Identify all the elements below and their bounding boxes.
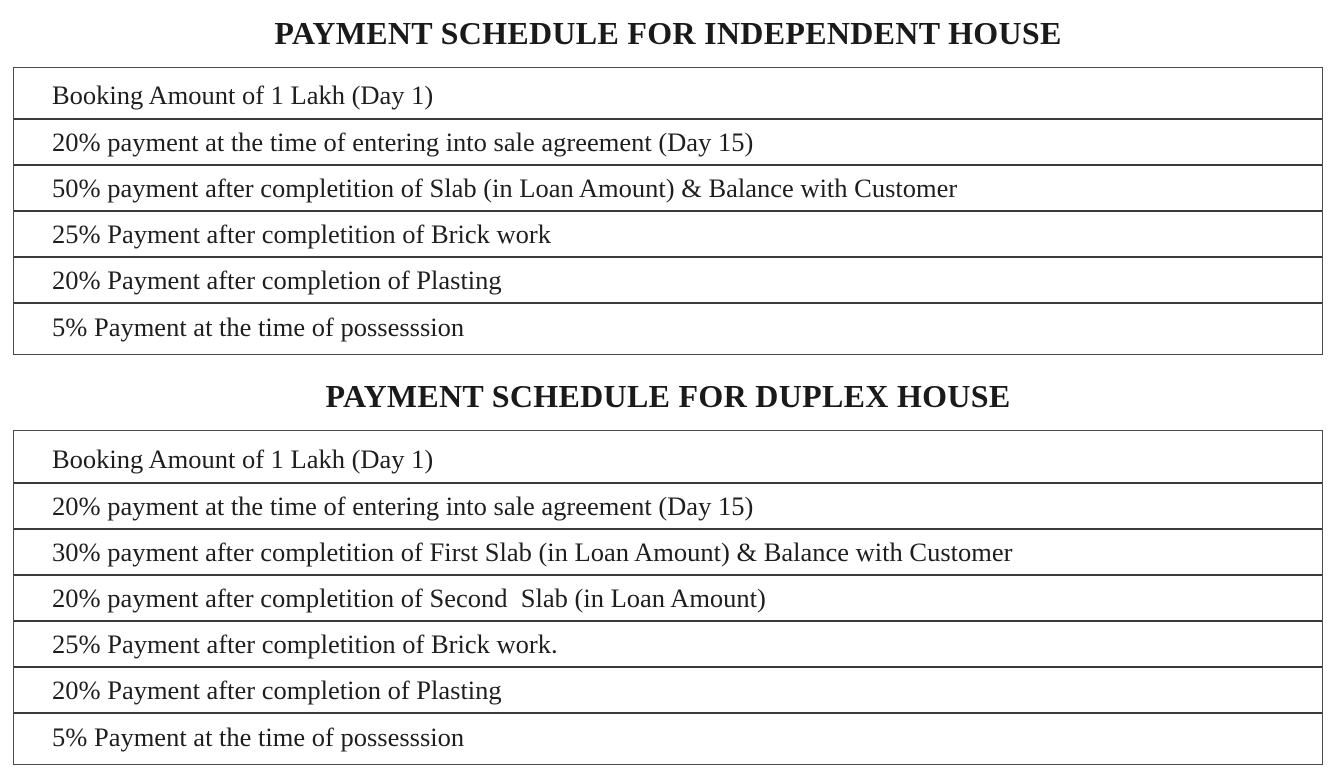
table-row: 20% Payment after completion of Plasting: [14, 668, 1322, 714]
table-row: 20% payment at the time of entering into sale agreement (Day 15): [14, 120, 1322, 166]
table-row: 20% payment after completition of Second Slab (in Loan Amount): [14, 576, 1322, 622]
duplex-house-schedule-title: PAYMENT SCHEDULE FOR DUPLEX HOUSE: [325, 378, 1011, 414]
table-row: 30% payment after completition of First Slab (in Loan Amount) & Balance with Customer: [14, 530, 1322, 576]
independent-house-schedule-title: PAYMENT SCHEDULE FOR INDEPENDENT HOUSE: [274, 15, 1062, 51]
duplex-house-schedule-table: [13, 430, 1323, 765]
independent-house-schedule-table: [13, 67, 1323, 355]
table-row: 20% Payment after completion of Plasting: [14, 258, 1322, 304]
table-row: Booking Amount of 1 Lakh (Day 1): [14, 431, 1322, 484]
table-row: 20% payment at the time of entering into sale agreement (Day 15): [14, 484, 1322, 530]
table-row: 25% Payment after completition of Brick work.: [14, 622, 1322, 668]
table-row: 5% Payment at the time of possesssion: [52, 311, 465, 342]
table-row: 5% Payment at the time of possesssion: [52, 721, 465, 752]
table-row: Booking Amount of 1 Lakh (Day 1): [14, 68, 1322, 120]
table-row: 25% Payment after completition of Brick work: [14, 212, 1322, 258]
table-row: 50% payment after completition of Slab (in Loan Amount) & Balance with Customer: [14, 166, 1322, 212]
